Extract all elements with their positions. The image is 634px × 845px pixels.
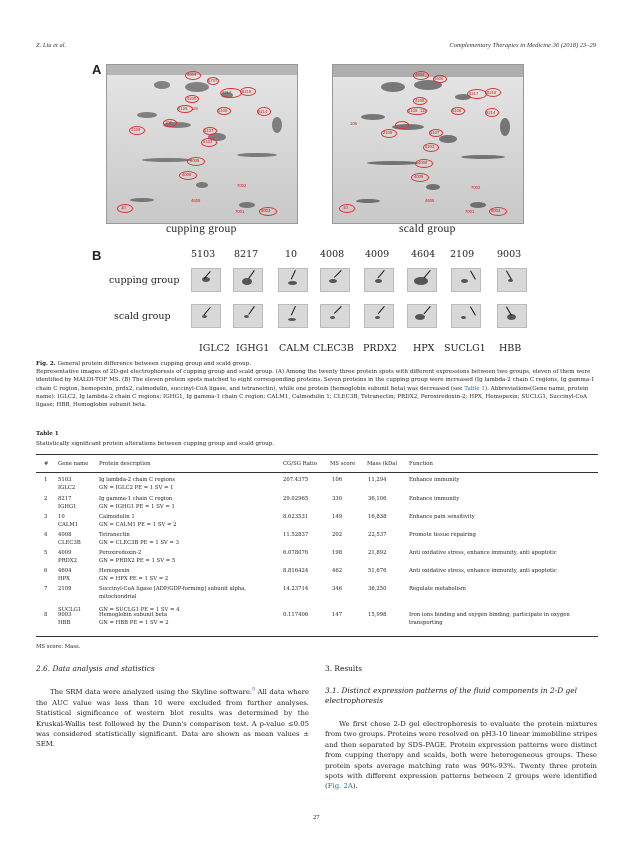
table-cell-gn: GN = HPX PE = 1 SV = 2: [99, 575, 169, 582]
table-cell-function: Enhance pain sensitivity: [409, 514, 475, 520]
table-cell-description: Peroxiredoxin-2: [99, 550, 142, 556]
protein-name: HPX: [413, 343, 435, 354]
spot-thumbnail: [451, 268, 481, 292]
spot-thumbnail: [233, 268, 263, 292]
table-cell-index: 5: [44, 550, 48, 556]
spot-number: 4604: [411, 249, 436, 260]
figure-caption-text-2: ). Abbreviations(Gene name, protein name): IGLC2, Ig lambda-2 chain C regions; IGHG1, Ig gamma-1 chain C region; CALM1, Calmodulin 1; CLEC3B, Tetranectin; PRDX2, Peroxiredoxin-2; HPX, Hemopexin; SUCLG1, Succinyl-CoA ligase; HBB, Hemoglobin subunit beta.: [36, 385, 589, 409]
spot-thumbnail: [451, 304, 481, 328]
spot-thumbnail: [320, 304, 350, 328]
gel-spot-label: 4209: [187, 96, 197, 101]
figure-caption-title: General protein difference between cupping group and scald group.: [57, 361, 252, 367]
gel-spot-label: 4604: [415, 72, 425, 77]
gel-spot-label: 4604: [187, 72, 197, 77]
table-cell-description: Hemopexin: [99, 568, 130, 574]
spot-thumbnail: [320, 268, 350, 292]
subsection-heading-expression-patterns: 3.1. Distinct expression patterns of the fluid components in 2-D gel electrophoresis: [325, 686, 577, 705]
spot-number: 4009: [365, 249, 390, 260]
table-cell-gene: HPX: [58, 575, 70, 582]
spot-number: 5103: [191, 249, 216, 260]
spot-number: 2109: [450, 249, 475, 260]
table-cell-index: 1: [44, 477, 48, 483]
spot-number: 10: [285, 249, 298, 260]
table-cell-spot: 8217: [58, 496, 72, 502]
spot-thumbnail: [407, 304, 437, 328]
row-label-cupping: cupping group: [109, 275, 180, 286]
table-cell-function: Enhance immunity: [409, 477, 460, 483]
gel-spot-label: 10: [121, 205, 126, 210]
table-cell-spot: 10: [58, 514, 65, 520]
table-cell-index: 7: [44, 586, 48, 592]
table-cell-description: Hemoglobin subunit beta: [99, 612, 168, 618]
gel-image-scald: [332, 64, 524, 224]
table-cell-function: Enhance immunity: [409, 496, 460, 502]
table-cell-index: 2: [44, 496, 48, 502]
table-cell-spot: 2109: [58, 586, 72, 592]
table-1-link[interactable]: Table 1: [464, 385, 485, 392]
protein-name: HBB: [499, 343, 522, 354]
table-cell-gn: GN = IGHG1 PE = 1 SV = 1: [99, 503, 175, 510]
gel-spot-label: 8217: [469, 91, 479, 96]
table-bottom-rule: [36, 636, 598, 637]
gel-spot-label: 9003: [491, 208, 501, 213]
table-cell-ratio: 11.52837: [283, 532, 309, 538]
table-cell-gene: IGLC2: [58, 484, 76, 491]
table-cell-ratio: 6.078076: [283, 550, 309, 556]
figure-caption: [36, 360, 596, 409]
table-cell-gn: GN = PRDX2 PE = 1 SV = 5: [99, 557, 176, 564]
panel-b-label: B: [92, 248, 102, 263]
table-cell-spot: 4009: [58, 550, 72, 556]
table-cell-spot: 5103: [58, 477, 72, 483]
table-cell-index: 6: [44, 568, 48, 574]
gel-spot-label: 4009: [182, 172, 192, 177]
table-cell-gene: CALM1: [58, 521, 79, 528]
fig-2a-link[interactable]: Fig. 2A: [327, 782, 353, 791]
table-cell-mass: 51,676: [368, 568, 387, 574]
table-cell-gn: GN = HBB PE = 1 SV = 2: [99, 619, 169, 626]
results-text: We first chose 2-D gel electrophoresis to evaluate the protein mixtures from two groups. Proteins were resolved on pH3-10 linear immobiline stripes and then separated by SDS-PAGE. Protein expression patterns were distinct from cupping therapy and scalds, both were heterogeneous groups. These protein spots average matching rate was 90%-93%. Twenty three protein spots with different expression patterns between 2 groups were identified (: [325, 720, 597, 791]
gel-spot-label: 4606: [425, 198, 435, 203]
table-cell-ratio: 0.117406: [283, 612, 309, 618]
spot-thumbnail: [497, 268, 527, 292]
table-cell-ms-score: 346: [332, 586, 343, 592]
gel-spot-label: 106: [165, 120, 172, 125]
table-header-cell: Gene name: [58, 461, 89, 467]
table-cell-mass: 15,998: [368, 612, 387, 618]
gel-spot-label: 106: [350, 121, 357, 126]
results-text-end: ).: [352, 782, 358, 791]
gel-spot-label: 5108: [218, 108, 228, 113]
gel-spot-label: 7001: [465, 209, 475, 214]
spot-thumbnail: [497, 304, 527, 328]
gel-spot-label: 2109: [131, 127, 141, 132]
figure-caption-text: Representative images of 2D-gel electrophoresis of cupping group and scald group. (A) Among the twenty three protein spots with different expressions between two groups, eleven of them were identified by MALDI-TOF MS. (B) The eleven protein spots matched to eight corresponding proteins. Seven proteins in the cupping group were increased (Ig lambda-2 chain C regions, Ig gamma-1 chain C region, hemopexin, prdx2, calmodulin, succinyl-CoA ligase, and tetranectin), while one protein (hemoglobin subunit beta) was decreased (see: [36, 369, 595, 392]
table-cell-gn: GN = CALM1 PE = 1 SV = 2: [99, 521, 177, 528]
gel-caption-scald: scald group: [399, 223, 456, 235]
table-header-cell: Protein description: [99, 461, 151, 467]
table-cell-spot: 4604: [58, 568, 72, 574]
table-top-rule: [36, 454, 598, 455]
table-cell-gn: GN = SUCLG1 PE = 1 SV = 4: [99, 607, 180, 613]
table-cell-ms-score: 106: [332, 477, 343, 483]
table-cell-gn: GN = IGLC2 PE = 1 SV = 1: [99, 484, 174, 491]
protein-name: IGLC2: [199, 343, 230, 354]
gel-spot-label: 4008: [418, 160, 428, 165]
gel-spot-label: 10: [343, 205, 348, 210]
protein-name: CLEC3B: [313, 343, 354, 354]
figure-caption-label: Fig. 2.: [36, 361, 56, 367]
gel-spot-label: 119: [420, 108, 427, 113]
gel-spot-label: 6787: [208, 78, 218, 83]
table-cell-ms-score: 202: [332, 532, 343, 538]
gel-spot-label: 5103: [203, 139, 213, 144]
table-cell-mass: 22,537: [368, 532, 387, 538]
table-cell-gene: SUCLG1: [58, 607, 82, 613]
protein-name: SUCLG1: [444, 343, 486, 354]
table-cell-gene: HBB: [58, 619, 71, 626]
table-cell-description: Ig gamma-1 chain C region: [99, 496, 173, 502]
table-cell-mass: 36,106: [368, 496, 387, 502]
table-cell-function: Anti oxidative stress, enhance immunity, anti apoptotic: [409, 568, 557, 574]
table-cell-description: Succinyl-CoA ligase [ADP/GDP-forming] subunit alpha, mitochondrial: [99, 586, 247, 600]
table-cell-ratio: 8.623531: [283, 514, 309, 520]
spot-thumbnail: [191, 304, 221, 328]
gel-spot-label: 4129: [178, 106, 188, 111]
gel-spot-label: 8218: [487, 90, 497, 95]
gel-spot-label: 8218: [242, 89, 252, 94]
table-cell-ratio: 14.23714: [283, 586, 309, 592]
gel-spot-label: 5107: [430, 130, 440, 135]
table-cell-index: 8: [44, 612, 48, 618]
spot-number: 4008: [320, 249, 345, 260]
gel-spot-label: 4009: [414, 174, 424, 179]
table-title: Statistically significant protein alterations between cupping group and scald group.: [36, 441, 275, 447]
protein-name: PRDX2: [363, 343, 397, 354]
page-number: 27: [313, 814, 320, 821]
table-cell-gene: CLEC3B: [58, 539, 81, 546]
table-cell-ms-score: 147: [332, 612, 343, 618]
gel-spot-label: 8214: [486, 110, 496, 115]
spot-thumbnail: [364, 268, 394, 292]
gel-spot-label: 4606: [434, 76, 444, 81]
spot-thumbnail: [278, 304, 308, 328]
table-cell-description: Calmodulin 1: [99, 514, 135, 520]
table-cell-mass: 21,892: [368, 550, 387, 556]
table-header-cell: CG/SG Ratio: [283, 461, 317, 467]
gel-spot-label: 5103: [425, 144, 435, 149]
table-cell-gene: PRDX2: [58, 557, 77, 564]
spot-thumbnail: [278, 268, 308, 292]
gel-spot-label: 4606: [191, 198, 201, 203]
table-cell-ms-score: 330: [332, 496, 343, 502]
table-cell-ratio: 207.4375: [283, 477, 309, 483]
spot-number: 9003: [497, 249, 522, 260]
table-header-cell: #: [44, 461, 49, 467]
table-cell-function: Promote tissue repairing: [409, 532, 476, 538]
table-cell-ms-score: 149: [332, 514, 343, 520]
gel-spot-label: 4129: [408, 108, 418, 113]
results-paragraph: [325, 719, 597, 792]
protein-name: IGHG1: [236, 343, 270, 354]
gel-spot-label: 8214: [258, 109, 268, 114]
panel-a-label: A: [92, 62, 102, 77]
running-header-authors: Z. Liu et al.: [36, 42, 67, 49]
table-label: Table 1: [36, 431, 59, 437]
section-heading-results: 3. Results: [325, 664, 363, 673]
table-cell-function: Regulate metabolism: [409, 586, 466, 592]
gel-spot-label: 119: [191, 106, 198, 111]
gel-image-cupping: [106, 64, 298, 224]
table-cell-spot: 9003: [58, 612, 72, 618]
spot-thumbnail: [407, 268, 437, 292]
table-cell-mass: 36,250: [368, 586, 387, 592]
spot-number: 8217: [234, 249, 259, 260]
table-cell-description: Ig lambda-2 chain C regions: [99, 477, 175, 483]
table-header-cell: Function: [409, 461, 433, 467]
table-cell-ratio: 8.816424: [283, 568, 309, 574]
gel-spot-label: 2109: [383, 130, 393, 135]
gel-spot-label: 7001: [235, 209, 245, 214]
table-cell-index: 3: [44, 514, 48, 520]
table-cell-description: Tetranectin: [99, 532, 130, 538]
gel-spot-label: 5107: [204, 128, 214, 133]
running-header-journal: Complementary Therapies in Medicine 36 (2018) 23–29: [449, 42, 596, 49]
table-cell-function: Iron ions binding and oxygen binding, participate in oxygen transporting: [409, 612, 570, 626]
table-cell-mass: 16,838: [368, 514, 387, 520]
table-cell-mass: 11,294: [368, 477, 387, 483]
table-cell-ms-score: 198: [332, 550, 343, 556]
data-analysis-paragraph: [36, 686, 309, 750]
gel-spot-label: 5108: [452, 108, 462, 113]
gel-spot-label: 9003: [261, 208, 271, 213]
gel-spot-label: 4209: [415, 98, 425, 103]
spot-thumbnail: [364, 304, 394, 328]
table-cell-ratio: 29.02965: [283, 496, 309, 502]
section-heading-data-analysis: 2.6. Data analysis and statistics: [36, 664, 155, 673]
table-cell-spot: 4008: [58, 532, 72, 538]
table-cell-ms-score: 462: [332, 568, 343, 574]
reference-9-link[interactable]: 9: [252, 688, 255, 693]
gel-spot-label: 4008: [190, 158, 200, 163]
table-cell-function: Anti oxidative stress, enhance immunity, anti apoptotic: [409, 550, 557, 556]
gel-caption-cupping: cupping group: [166, 223, 237, 235]
spot-thumbnail: [191, 268, 221, 292]
table-header-rule: [36, 472, 598, 473]
protein-name: CALM: [279, 343, 310, 354]
spot-thumbnail: [233, 304, 263, 328]
gel-spot-label: 7002: [471, 185, 481, 190]
row-label-scald: scald group: [114, 311, 171, 322]
table-header-cell: MS score: [330, 461, 356, 467]
table-cell-index: 4: [44, 532, 48, 538]
table-header-cell: Mass (kDa): [367, 461, 398, 467]
table-cell-gn: GN = CLEC3B PE = 1 SV = 3: [99, 539, 180, 546]
table-footnote: MS score: Mass.: [36, 644, 81, 650]
table-cell-gene: IGHG1: [58, 503, 77, 510]
data-analysis-text: The SRM data were analyzed using the Skyline software.$^9$ All data where the AUC value was less than 10 were excluded from further analyses. Statistical significance of western blot results was determined by the Kruskal-Wallis test followed by the Dunn's comparison test. A p-value ≤0.05 was considered statistically significant. Data are shown as mean values ± SEM.: [36, 688, 310, 749]
gel-spot-label: 8217: [222, 90, 232, 95]
gel-spot-label: 7002: [237, 183, 247, 188]
